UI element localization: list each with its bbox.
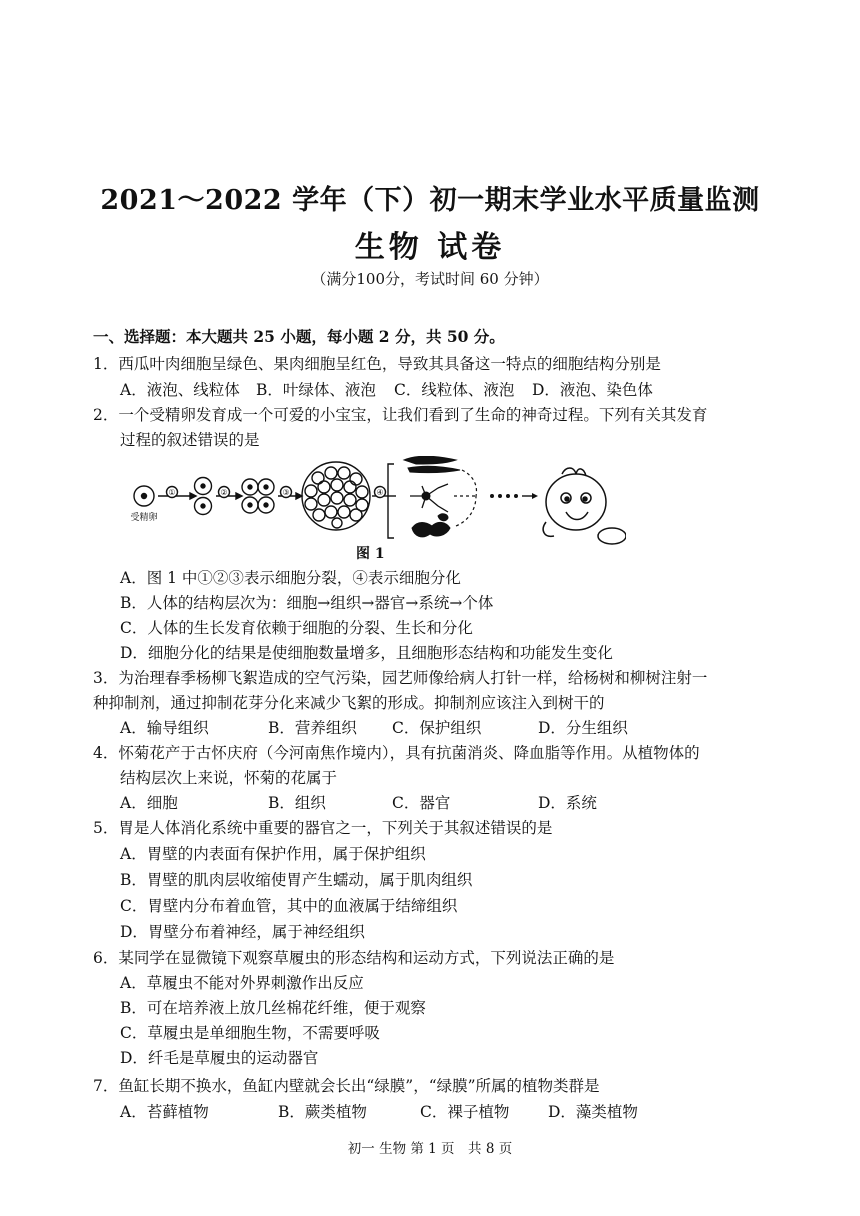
question-7-option-d: D．藻类植物 <box>548 1103 638 1121</box>
question-5-stem: 5．胃是人体消化系统中重要的器官之一，下列关于其叙述错误的是 <box>93 819 553 837</box>
tissue-bracket <box>388 464 394 538</box>
question-1-options <box>120 378 653 400</box>
question-4-option-c: C．器官 <box>392 794 451 812</box>
ellipsis-dots <box>490 494 518 498</box>
question-2-option-b: B．人体的结构层次为：细胞→组织→器官→系统→个体 <box>120 594 494 612</box>
development-figure <box>126 456 626 556</box>
section-heading: 一、选择题：本大题共 25 小题，每小题 2 分，共 50 分。 <box>93 327 505 346</box>
question-3-options <box>120 716 628 738</box>
question-6-option-b: B．可在培养液上放几丝棉花纤维，便于观察 <box>120 999 426 1017</box>
tissue-types <box>404 456 460 537</box>
question-3-option-b: B．营养组织 <box>268 719 357 737</box>
dashed-connectors <box>454 470 476 526</box>
question-6-option-a: A．草履虫不能对外界刺激作出反应 <box>120 974 364 992</box>
question-1-option-d: D．液泡、染色体 <box>532 381 653 399</box>
exam-title: 2021～2022 学年（下）初一期末学业水平质量监测 <box>100 185 760 216</box>
question-1-option-b: B．叶绿体、液泡 <box>256 381 376 399</box>
question-2-option-d: D．细胞分化的结果是使细胞数量增多，且细胞形态结构和功能发生变化 <box>120 644 613 662</box>
exam-note: （满分100分，考试时间 60 分钟） <box>311 270 549 288</box>
question-7-stem: 7．鱼缸长期不换水，鱼缸内壁就会长出“绿膜”，“绿膜”所属的植物类群是 <box>93 1077 600 1095</box>
question-2-stem-line-2: 过程的叙述错误的是 <box>120 431 260 449</box>
question-2-stem-line-1: 2．一个受精卵发育成一个可爱的小宝宝，让我们看到了生命的神奇过程。下列有关其发育 <box>93 406 708 424</box>
figure-caption: 图 1 <box>356 546 385 562</box>
question-2-option-c: C．人体的生长发育依赖于细胞的分裂、生长和分化 <box>120 619 473 637</box>
page-footer: 初一 生物 第 1 页 共 8 页 <box>347 1141 513 1157</box>
question-6-option-c: C．草履虫是单细胞生物，不需要呼吸 <box>120 1024 380 1042</box>
step-1-label: ① <box>168 488 176 497</box>
question-6-stem: 6．某同学在显微镜下观察草履虫的形态结构和运动方式，下列说法正确的是 <box>93 949 615 967</box>
muscle-tissue-icon <box>404 456 456 464</box>
cell-mass-cells <box>305 467 368 528</box>
question-4-option-b: B．组织 <box>268 794 326 812</box>
baby-illustration <box>543 468 626 544</box>
question-4-option-a: A．细胞 <box>120 794 178 812</box>
step-4-label: ④ <box>376 488 384 497</box>
question-7-option-b: B．蕨类植物 <box>278 1103 367 1121</box>
question-7-option-a: A．苔藓植物 <box>120 1103 209 1121</box>
question-2-option-a: A．图 1 中①②③表示细胞分裂，④表示细胞分化 <box>120 569 461 587</box>
question-6-option-d: D．纤毛是草履虫的运动器官 <box>120 1049 319 1067</box>
question-5-option-b: B．胃壁的肌肉层收缩使胃产生蠕动，属于肌肉组织 <box>120 871 473 889</box>
question-4-stem-line-1: 4．怀菊花产于古怀庆府（今河南焦作境内），具有抗菌消炎、降血脂等作用。从植物体的 <box>93 744 700 762</box>
question-3-option-a: A．输导组织 <box>120 719 209 737</box>
connective-tissue-icon <box>412 522 450 537</box>
question-7-options <box>120 1100 638 1122</box>
question-5-option-d: D．胃壁分布着神经，属于神经组织 <box>120 923 365 941</box>
question-7-option-c: C．裸子植物 <box>420 1103 510 1121</box>
question-5-option-a: A．胃壁的内表面有保护作用，属于保护组织 <box>120 845 426 863</box>
step-3-label: ③ <box>282 488 290 497</box>
question-1-option-a: A．液泡、线粒体 <box>120 381 240 399</box>
exam-subtitle: 生物 试卷 <box>354 230 506 265</box>
question-4-stem-line-2: 结构层次上来说，怀菊的花属于 <box>120 769 338 787</box>
question-3-option-d: D．分生组织 <box>538 719 628 737</box>
question-4-option-d: D．系统 <box>538 794 597 812</box>
question-1-stem: 1．西瓜叶肉细胞呈绿色、果肉细胞呈红色，导致其具备这一特点的细胞结构分别是 <box>93 355 661 373</box>
fertilized-egg-label: 受精卵 <box>130 513 158 523</box>
step-2-label: ② <box>220 488 228 497</box>
question-3-option-c: C．保护组织 <box>392 719 482 737</box>
question-4-options <box>120 791 597 813</box>
question-1-option-c: C．线粒体、液泡 <box>394 381 515 399</box>
question-5-option-c: C．胃壁内分布着血管，其中的血液属于结缔组织 <box>120 897 458 915</box>
question-3-stem-line-2: 种抑制剂，通过抑制花芽分化来减少飞絮的形成。抑制剂应该注入到树干的 <box>93 694 605 712</box>
question-3-stem-line-1: 3．为治理春季杨柳飞絮造成的空气污染，园艺师像给病人打针一样，给杨树和柳树注射一 <box>93 669 708 687</box>
